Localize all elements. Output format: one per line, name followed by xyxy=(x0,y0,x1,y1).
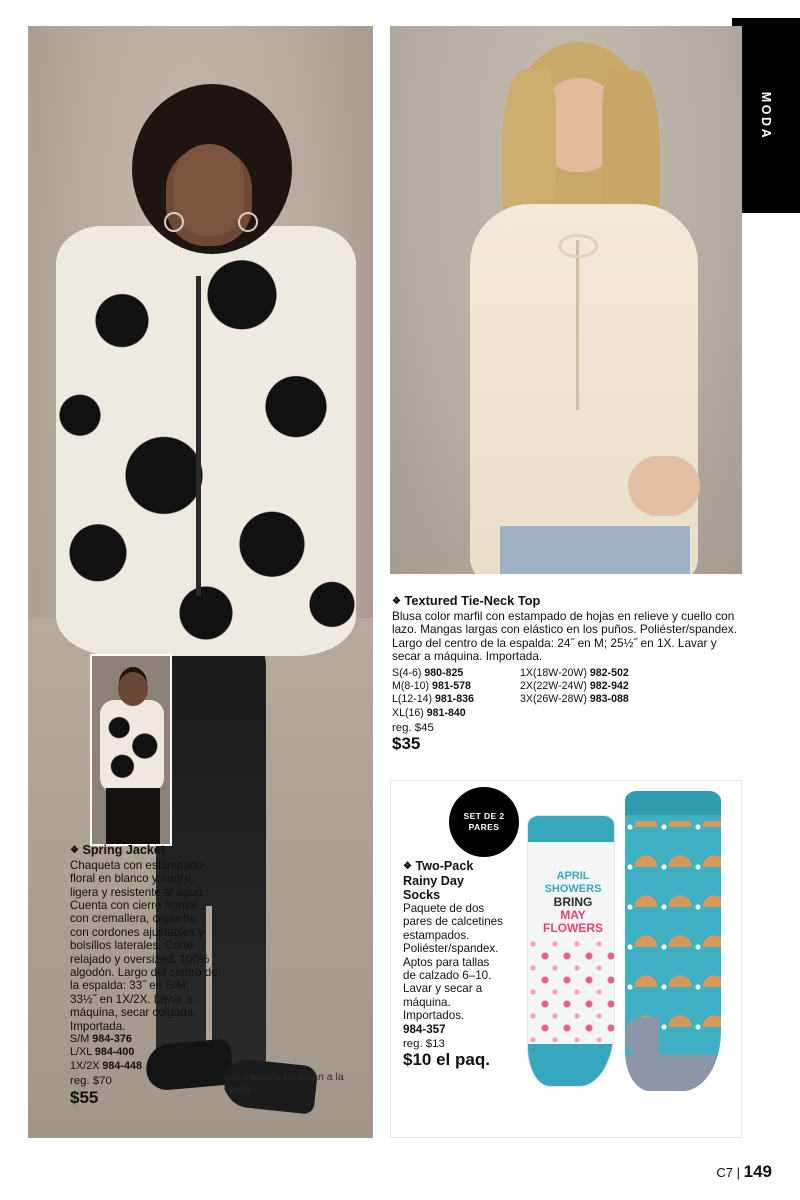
sock-flower-pattern xyxy=(528,936,614,1042)
jacket-sku-code: 984-400 xyxy=(94,1046,135,1059)
sock-print-line1: APRIL xyxy=(556,870,590,882)
top-title: Textured Tie-Neck Top xyxy=(404,593,541,608)
set-badge xyxy=(449,787,519,857)
top-sku-row xyxy=(392,707,510,720)
footer-code: C7 | xyxy=(716,1165,740,1180)
top-description: Blusa color marfil con estampado de hojas en relieve y cuello con lazo. Mangas largas con elástico en los puños. Poliéster/spandex. Largo del centro de la espalda: 24˝ en M; 25½˝ en 1X. Lavar y secar a máquina. Importada. xyxy=(392,608,737,664)
top-photo xyxy=(390,26,742,574)
jacket-description: Chaqueta con estampado floral en blanco y negro, ligera y resistente al agua. Cuenta con cierre frontal con cremallera, capucha con cordones ajustables y bolsillos laterales. Corte relajado y oversized. 100% algodón. Largo del centro de la espalda: 33˝ en S/M; 33½˝ en 1X/2X. Lavar a máquina, secar colgada. Importada. xyxy=(70,858,218,1033)
sock-toe xyxy=(528,1044,614,1086)
jacket-sku-code: 984-448 xyxy=(102,1059,143,1072)
top-sku-spacer xyxy=(520,707,744,720)
jacket-sku-row xyxy=(70,1033,218,1046)
sock-print-line4: MAY xyxy=(560,908,586,922)
socks-panel xyxy=(390,780,742,1138)
page-footer xyxy=(716,1162,772,1182)
blouse-tie-cord xyxy=(576,240,579,410)
top-model-jeans xyxy=(500,526,690,574)
jacket-inset-photo xyxy=(90,654,172,846)
model-face xyxy=(174,144,244,236)
sock-cuff xyxy=(625,791,721,815)
socks-title: Two-Pack Rainy Day Socks xyxy=(403,859,474,902)
inset-model-head xyxy=(118,672,148,706)
jacket-sku-size: 1X/2X xyxy=(70,1059,100,1072)
socks-product-info xyxy=(403,859,503,1070)
inset-model-pants xyxy=(106,788,160,846)
set-badge-line2: PARES xyxy=(468,822,500,832)
jacket-sku-size: S/M xyxy=(70,1032,90,1045)
top-sku-code: 981-836 xyxy=(435,693,474,706)
sock-print-line5: FLOWERS xyxy=(543,921,603,935)
top-sku-size: S(4-6) xyxy=(392,666,422,679)
top-title-line xyxy=(392,594,744,609)
blouse-tie-loop xyxy=(558,234,598,258)
top-bullet-icon: ❖ xyxy=(392,596,401,607)
sock-cuff xyxy=(528,816,614,842)
socks-title-line xyxy=(403,859,503,902)
earring-right-icon xyxy=(238,212,258,232)
jacket-sku-row xyxy=(70,1046,218,1059)
jacket-title-line xyxy=(70,844,218,857)
section-tab-moda xyxy=(732,18,800,213)
sock-heel xyxy=(625,1017,659,1057)
jacket-photo-panel xyxy=(28,26,373,1138)
jacket-bullet-icon: ❖ xyxy=(70,845,79,857)
top-sku-grid xyxy=(392,667,744,720)
jacket-product-info xyxy=(70,843,218,1107)
top-sku-row xyxy=(392,693,510,706)
top-sku-size: XL(16) xyxy=(392,706,424,719)
jacket-sku-row xyxy=(70,1060,218,1073)
sock-toe xyxy=(625,1055,721,1091)
footer-page-number: 149 xyxy=(743,1162,772,1181)
set-badge-line1: SET DE 2 xyxy=(463,811,505,821)
top-model-arm xyxy=(628,456,700,516)
top-sku-code: 981-578 xyxy=(432,680,471,693)
sock-print-line2: SHOWERS xyxy=(544,883,602,895)
jacket-sku-list xyxy=(70,1033,218,1073)
socks-photo xyxy=(521,781,741,1138)
top-sku-row xyxy=(520,693,744,706)
sock-print-line3: BRING xyxy=(553,895,593,909)
jacket-sku-size: L/XL xyxy=(70,1046,92,1059)
top-sku-size: 2X(22W-24W) xyxy=(520,680,587,693)
top-product-info xyxy=(392,593,744,754)
socks-sale-price: $10 el paq. xyxy=(403,1050,490,1070)
top-sku-row xyxy=(520,680,744,693)
top-regular-price: reg. $45 xyxy=(392,721,434,734)
top-sku-code: 980-825 xyxy=(424,666,464,679)
sock-umbrella-pattern xyxy=(625,821,721,1047)
jacket-sale-price: $55 xyxy=(70,1087,99,1107)
top-sku-code: 982-942 xyxy=(589,680,629,693)
top-sku-row xyxy=(392,680,510,693)
jacket-title: Spring Jacket xyxy=(82,843,166,858)
sock-umbrella-print xyxy=(625,791,721,1091)
jacket-regular-price: reg. $70 xyxy=(70,1075,112,1088)
top-sku-row xyxy=(392,667,510,680)
top-photo-panel xyxy=(390,26,742,574)
model-jacket xyxy=(56,226,356,656)
top-sku-row xyxy=(520,667,744,680)
shoe-disclaimer: Los zapatos no están a la venta. xyxy=(224,1071,344,1096)
inset-jacket xyxy=(100,700,164,792)
top-sku-size: 1X(18W-20W) xyxy=(520,666,587,679)
socks-regular-price: reg. $13 xyxy=(403,1038,445,1051)
top-sku-code: 981-840 xyxy=(426,706,466,719)
top-sku-size: M(8-10) xyxy=(392,680,430,693)
top-sku-code: 983-088 xyxy=(589,693,629,706)
jacket-sku-code: 984-376 xyxy=(92,1032,132,1045)
top-sku-size: L(12-14) xyxy=(392,693,433,706)
socks-bullet-icon: ❖ xyxy=(403,861,412,872)
socks-sku-code: 984-357 xyxy=(403,1022,446,1036)
top-sku-size: 3X(26W-28W) xyxy=(520,693,587,706)
sock-flower-print xyxy=(527,815,615,1087)
section-tab-label: MODA xyxy=(759,91,773,140)
sock-print-text xyxy=(536,870,610,935)
top-sku-code: 982-502 xyxy=(589,666,629,679)
socks-description: Paquete de dos pares de calcetines estampados. Poliéster/spandex. Aptos para tallas de calzado 6–10. Lavar y secar a máquina. Importados. xyxy=(403,902,503,1023)
top-model-blouse xyxy=(470,204,698,574)
top-sale-price: $35 xyxy=(392,734,421,754)
earring-left-icon xyxy=(164,212,184,232)
jacket-zipper xyxy=(196,276,201,596)
